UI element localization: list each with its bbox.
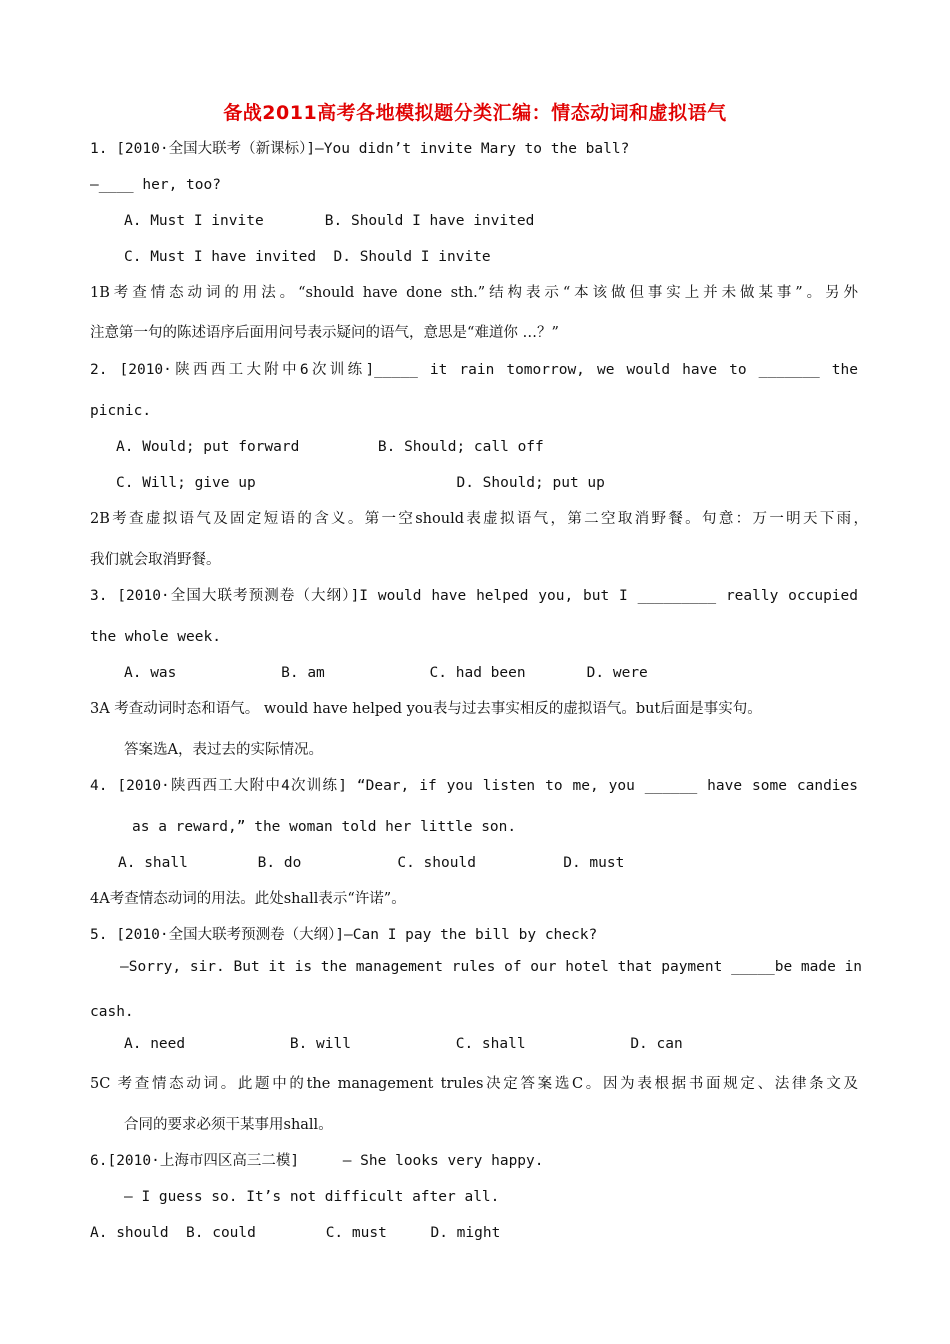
- question-2-explanation: 2B考查虚拟语气及固定短语的含义。第一空should表虚拟语气，第二空取消野餐。句意：万一明天下雨，: [90, 511, 868, 527]
- question-5-stem-cont: —Sorry, sir. But it is the management rules of our hotel that payment _____be made in: [120, 959, 863, 975]
- question-4-explanation: 4A考查情态动词的用法。此处shall表示“许诺”。: [90, 891, 406, 907]
- question-2-options-cd: C. Will; give up D. Should; put up: [116, 475, 605, 491]
- question-6-options: A. should B. could C. must D. might: [90, 1225, 501, 1241]
- question-3-explanation: 3A 考查动词时态和语气。 would have helped you表与过去事实相反的虚拟语气。but后面是事实句。: [90, 701, 762, 717]
- question-5-options: A. need B. will C. shall D. can: [124, 1036, 683, 1052]
- question-2-explanation-cont: 我们就会取消野餐。: [90, 552, 221, 568]
- question-5-stem-end: cash.: [90, 1004, 134, 1020]
- question-2-options-ab: A. Would; put forward B. Should; call off: [116, 439, 544, 455]
- question-5-explanation: 5C 考查情态动词。此题中的the management trules决定答案选C。因为表根据书面规定、法律条文及: [90, 1076, 858, 1092]
- question-1-explanation: 1B考查情态动词的用法。“should have done sth.”结构表示“本该做但事实上并未做某事”。另外: [90, 285, 858, 301]
- question-1-explanation-cont: 注意第一句的陈述语序后面用问号表示疑问的语气，意思是“难道你 …？”: [90, 325, 559, 341]
- question-3-stem: 3. [2010·全国大联考预测卷（大纲）]I would have helped you, but I _________ really occupied: [90, 588, 858, 604]
- question-3-explanation-cont: 答案选A，表过去的实际情况。: [124, 742, 323, 758]
- question-5-explanation-cont: 合同的要求必须干某事用shall。: [124, 1117, 333, 1133]
- question-3-stem-cont: the whole week.: [90, 629, 221, 645]
- question-6-stem-cont: — I guess so. It’s not difficult after all.: [124, 1189, 500, 1205]
- question-2-stem-cont: picnic.: [90, 403, 152, 419]
- question-6-stem: 6.[2010·上海市四区高三二模] — She looks very happy.: [90, 1153, 544, 1169]
- question-5-stem: 5. [2010·全国大联考预测卷（大纲）]—Can I pay the bill by check?: [90, 927, 598, 943]
- question-1-stem: 1. [2010·全国大联考（新课标）]—You didn’t invite Mary to the ball?: [90, 141, 630, 157]
- question-4-stem-cont: as a reward,” the woman told her little son.: [132, 819, 517, 835]
- question-1-options-ab: A. Must I invite B. Should I have invited: [124, 213, 535, 229]
- question-1-stem-cont: —____ her, too?: [90, 177, 221, 193]
- question-4-stem: 4. [2010·陕西西工大附中4次训练] “Dear, if you listen to me, you ______ have some candies: [90, 778, 858, 794]
- document-title: 备战2011高考各地模拟题分类汇编：情态动词和虚拟语气: [223, 102, 727, 124]
- question-2-stem: 2. [2010·陕西西工大附中6次训练]_____ it rain tomorrow, we would have to _______ the: [90, 362, 858, 378]
- question-3-options: A. was B. am C. had been D. were: [124, 665, 648, 681]
- question-1-options-cd: C. Must I have invited D. Should I invite: [124, 249, 491, 265]
- question-4-options: A. shall B. do C. should D. must: [118, 855, 625, 871]
